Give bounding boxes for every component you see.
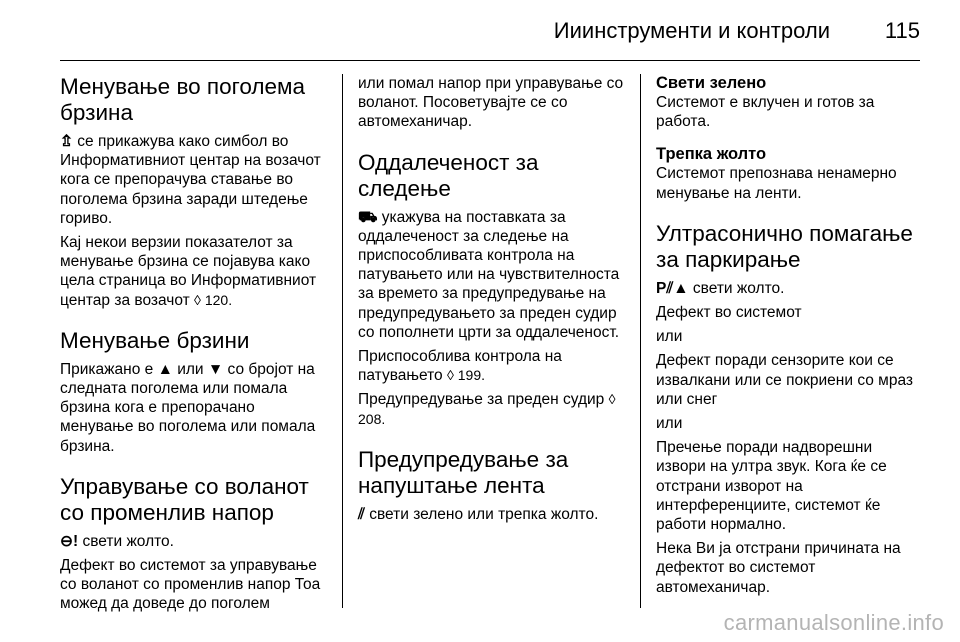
section-heading-steering: Управување со воланот со променлив напор [60,473,309,525]
page-reference: ◊ 208. [358,391,616,427]
column-3 [656,74,922,602]
paragraph: ⇬ се прикажува како симбол во Информативниот центар на возачот кога се препорачува ставање во поголема брзина заради штедење гориво. [60,133,321,227]
park-assist-icon: P⫽▲ [656,279,689,297]
paragraph: Нека Ви ја отстрани причината на дефектот во системот автомеханичар. [656,540,901,596]
lane-departure-icon: ⫽ [358,505,365,523]
section-heading-following-distance: Оддалеченост за следење [358,149,539,201]
paragraph: ⫽ свети зелено или трепка жолто. [358,505,599,523]
paragraph: ⛟ укажува на поставката за оддалеченост за следење на приспособливата контрола на патувањето или на чувствителноста за времето за предупредување на предупредувањето за преден судир со пополнети црти за оддалеченост. [358,208,620,341]
paragraph: Системот препознава ненамерно менување на ленти. [656,165,897,202]
paragraph: или [656,328,683,346]
section-heading-gear-shift: Менување брзини [60,327,250,353]
paragraph: или [656,415,683,433]
page-header-title: Ииинструменти и контроли [553,18,830,43]
paragraph: P⫽▲ свети жолто. [656,279,785,297]
column-1 [60,74,330,619]
paragraph: или помал напор при управување со воланот. Посоветувајте се со автомеханичар. [358,75,624,131]
section-heading-lane-departure: Предупредување за напуштање лента [358,446,569,498]
section-heading-park-assist: Ултрасонично помагање за паркирање [656,220,913,272]
paragraph: Приспособлива контрола на патувањето ◊ 199. [358,348,562,385]
paragraph: Прикажано е ▲ или ▼ со бројот на следната поголема или помала брзина кога е препорачано менување во поголема или помала брзина. [60,360,316,455]
vehicle-ahead-icon: ⛟ [358,208,378,226]
subheading-flashing-yellow: Трепка жолто [656,145,767,164]
paragraph: Дефект во системот за управување со воланот со променлив напор Тоа можед да доведе до поголем [60,557,321,613]
paragraph: ⊖! свети жолто. [60,532,174,550]
watermark: carmanualsonline.info [723,610,944,635]
column-divider [640,74,641,608]
subheading-green: Свети зелено [656,74,767,92]
paragraph: Предупредување за преден судир ◊ 208. [358,391,616,427]
paragraph: Пречење поради надворешни извори на ултра звук. Кога ќе се отстрани изворот на интерференциите, системот ќе работи нормално. [656,439,887,534]
header-rule [60,60,920,61]
paragraph: Кај некои верзии показателот за менување брзина се појавува како цела страница во Информативниот центар за возачот ◊ 120. [60,234,317,309]
column-2 [358,74,628,529]
upshift-icon: ⇬ [60,133,73,150]
paragraph: Системот е вклучен и готов за работа. [656,94,875,131]
paragraph: Дефект во системот [656,304,802,322]
page-reference: ◊ 199. [446,367,485,384]
paragraph: Дефект поради сензорите кои се извалкани или се покриени со мраз или снег [656,352,913,408]
page-number: 115 [884,18,920,43]
column-divider [342,74,343,608]
section-heading-upshift: Менување во поголема брзина [60,74,305,125]
page-reference: ◊ 120. [194,291,233,308]
steering-warning-icon: ⊖! [60,532,79,550]
